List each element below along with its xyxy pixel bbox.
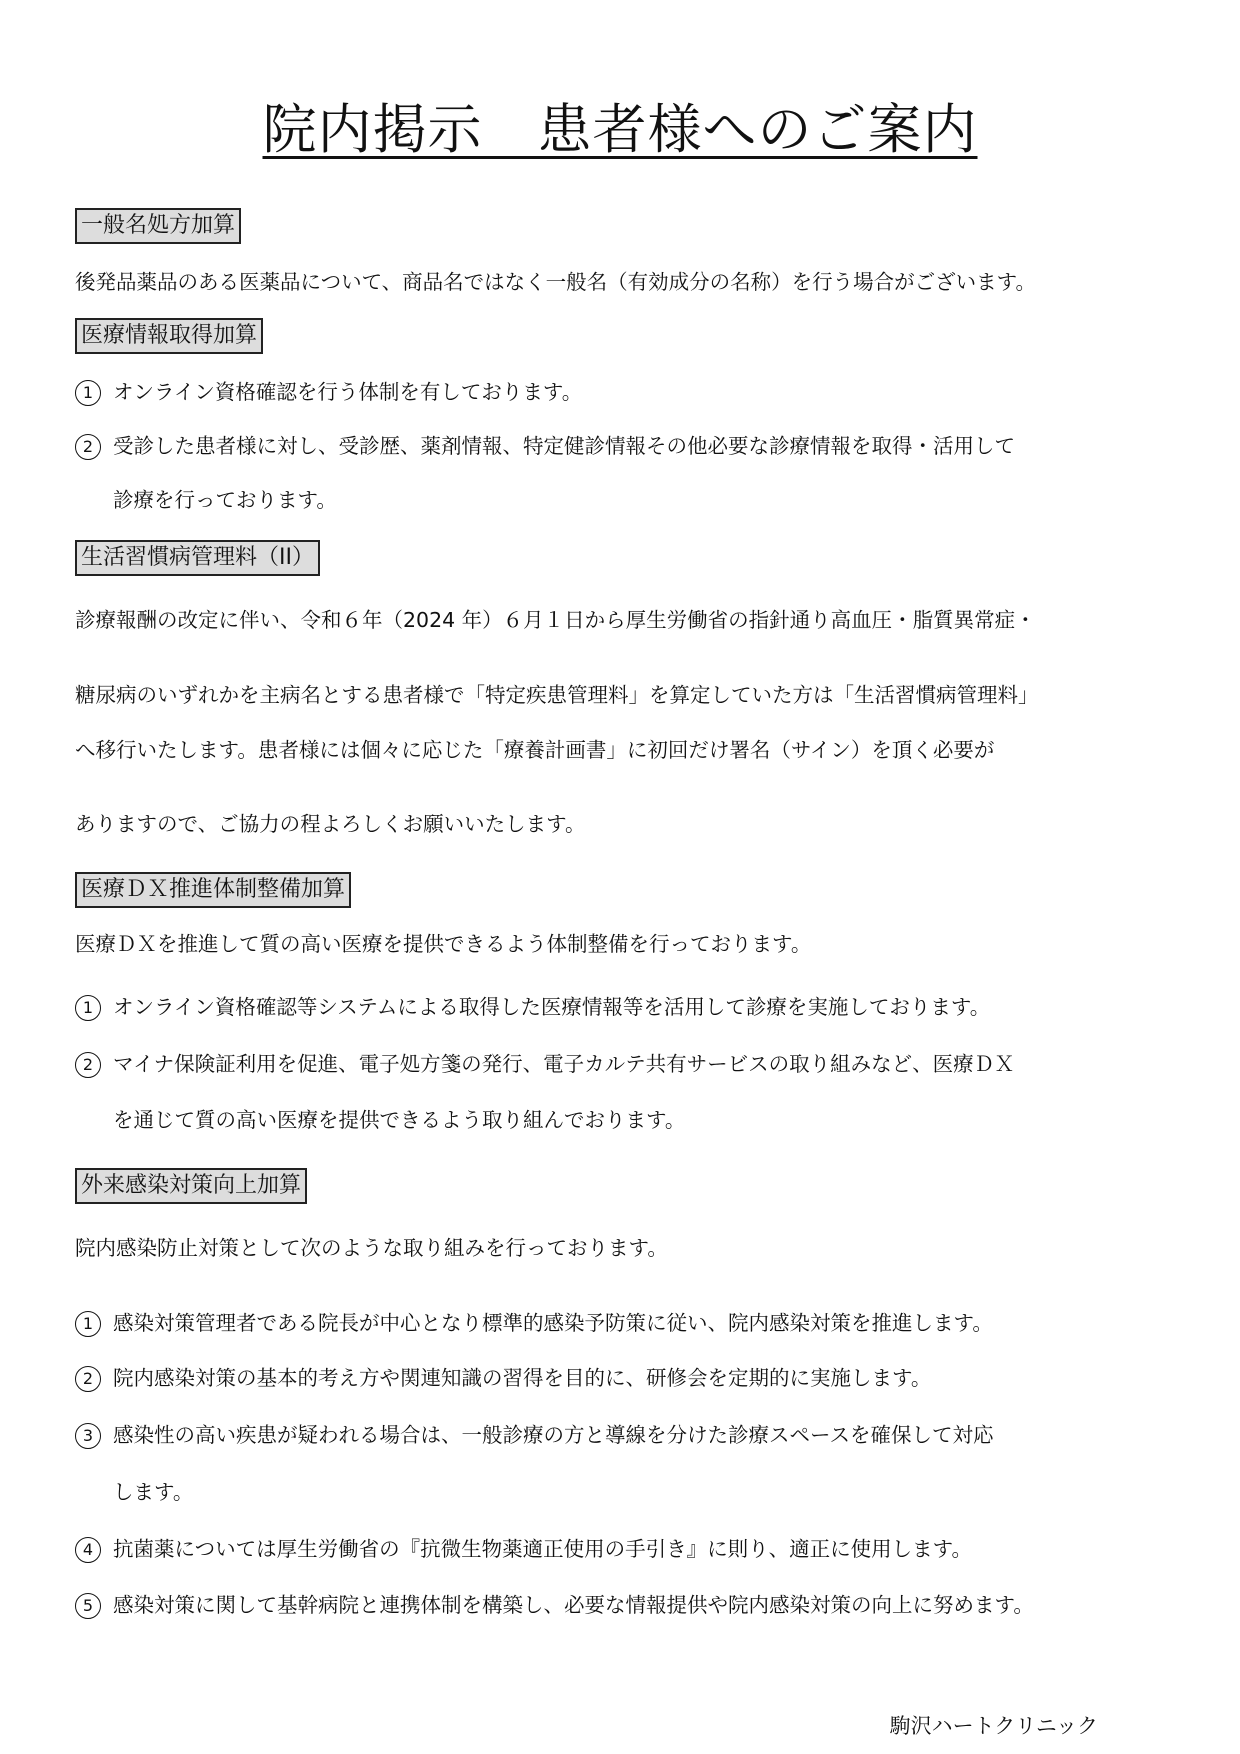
- list-item: [75, 1535, 972, 1563]
- section-heading-medical-dx: 医療ＤＸ推進体制整備加算: [75, 872, 351, 908]
- list-item: [75, 993, 990, 1021]
- list-item: [75, 1309, 993, 1337]
- list-item: [75, 1421, 993, 1449]
- item-number: 3: [75, 1423, 101, 1449]
- item-text: 感染対策管理者である院長が中心となり標準的感染予防策に従い、院内感染対策を推進します。: [113, 1311, 993, 1335]
- item-continuation: します。: [113, 1480, 194, 1504]
- item-text: 感染対策に関して基幹病院と連携体制を構築し、必要な情報提供や院内感染対策の向上に努めます。: [113, 1593, 1034, 1617]
- section-text: 医療ＤＸを推進して質の高い医療を提供できるよう体制整備を行っております。: [75, 932, 812, 956]
- item-number: 1: [75, 380, 101, 406]
- item-text: 院内感染対策の基本的考え方や関連知識の習得を目的に、研修会を定期的に実施します。: [113, 1366, 932, 1390]
- item-text: 感染性の高い疾患が疑われる場合は、一般診療の方と導線を分けた診療スペースを確保して対応: [113, 1423, 994, 1447]
- item-text: 抗菌薬については厚生労働省の『抗微生物薬適正使用の手引き』に則り、適正に使用します。: [113, 1537, 972, 1561]
- section-text: 診療報酬の改定に伴い、令和６年（2024 年）６月１日から厚生労働省の指針通り高血圧・脂質異常症・: [75, 608, 1036, 632]
- section-heading-generic-prescription: 一般名処方加算: [75, 208, 241, 244]
- section-text: 後発品薬品のある医薬品について、商品名ではなく一般名（有効成分の名称）を行う場合がございます。: [75, 270, 1037, 294]
- item-number: 2: [75, 1052, 101, 1078]
- item-number: 1: [75, 995, 101, 1021]
- item-number: 5: [75, 1593, 101, 1619]
- list-item: [75, 378, 582, 406]
- section-heading-infection-control: 外来感染対策向上加算: [75, 1168, 307, 1204]
- item-text: オンライン資格確認を行う体制を有しております。: [113, 380, 583, 404]
- item-number: 2: [75, 1366, 101, 1392]
- item-number: 1: [75, 1311, 101, 1337]
- item-text: 受診した患者様に対し、受診歴、薬剤情報、特定健診情報その他必要な診療情報を取得・活用して: [113, 434, 1015, 458]
- section-text: 糖尿病のいずれかを主病名とする患者様で「特定疾患管理料」を算定していた方は「生活習慣病管理料」: [75, 683, 1039, 707]
- item-text: オンライン資格確認等システムによる取得した医療情報等を活用して診療を実施しております。: [113, 995, 991, 1019]
- item-number: 4: [75, 1537, 101, 1563]
- list-item: [75, 432, 1015, 460]
- section-text: へ移行いたします。患者様には個々に応じた「療養計画書」に初回だけ署名（サイン）を頂く必要が: [75, 738, 995, 762]
- clinic-name: 駒沢ハートクリニック: [889, 1714, 1098, 1738]
- list-item: [75, 1364, 931, 1392]
- list-item: [75, 1591, 1034, 1619]
- section-heading-lifestyle-disease: 生活習慣病管理料（II）: [75, 540, 320, 576]
- section-text: ありますので、ご協力の程よろしくお願いいたします。: [75, 812, 586, 836]
- item-continuation: を通じて質の高い医療を提供できるよう取り組んでおります。: [113, 1108, 686, 1132]
- item-continuation: 診療を行っております。: [113, 488, 337, 512]
- page-title-text: 院内掲示 患者様へのご案内: [262, 98, 978, 161]
- section-heading-medical-info: 医療情報取得加算: [75, 318, 263, 354]
- page-title: [0, 98, 1240, 162]
- item-text: マイナ保険証利用を促進、電子処方箋の発行、電子カルテ共有サービスの取り組みなど、医療ＤＸ: [113, 1052, 1015, 1076]
- item-number: 2: [75, 434, 101, 460]
- section-text: 院内感染防止対策として次のような取り組みを行っております。: [75, 1236, 668, 1260]
- list-item: [75, 1050, 1015, 1078]
